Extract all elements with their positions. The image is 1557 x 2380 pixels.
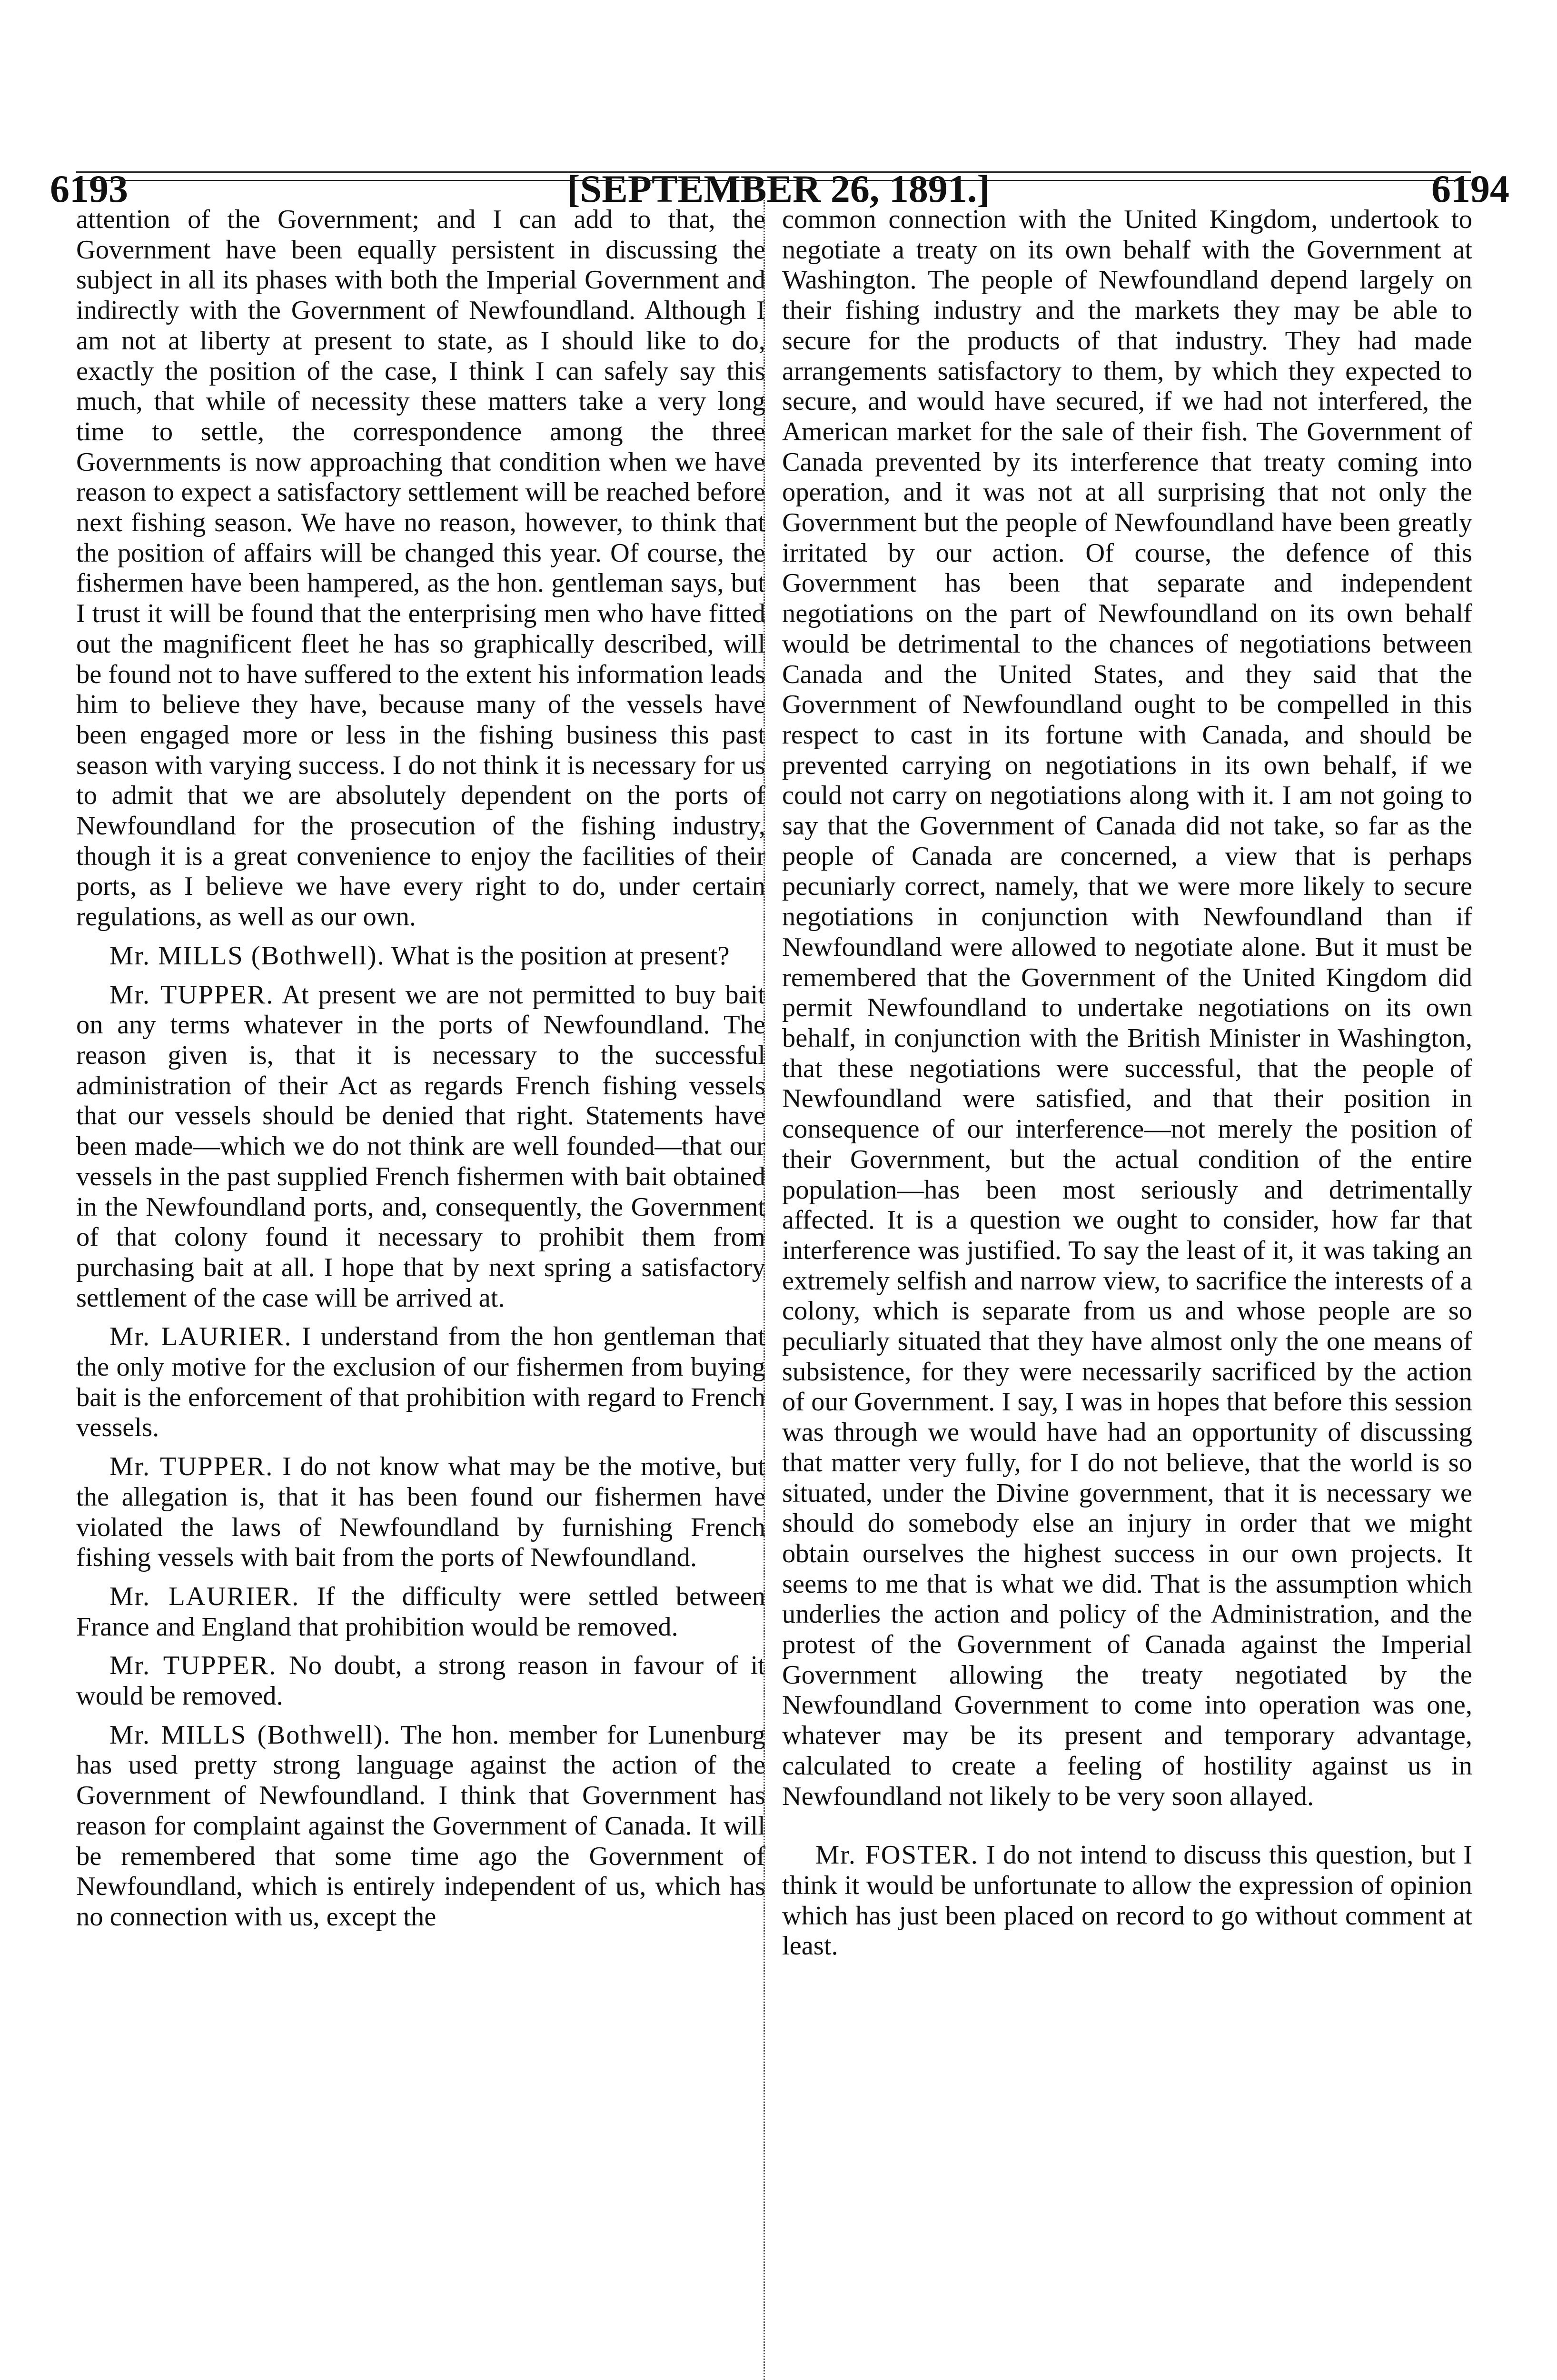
column-divider [764, 200, 765, 2380]
paragraph-text: I do not know what may be the motive, but the allegation is, that it has been found our fishermen have violated the laws of Newfoundland by furnishing French fishing vessels with bait from the ports of Newfoundland. [76, 1452, 766, 1573]
paragraph [782, 205, 1472, 1812]
page-header [0, 71, 1557, 210]
speaker-name: Mr. TUPPER. [109, 980, 274, 1010]
page-number-right: 6194 [1431, 167, 1509, 210]
paragraph-text: I understand from the hon gentleman that the only motive for the exclusion of our fishermen from buying bait is the enforcement of that prohibition with regard to French vessels. [76, 1322, 765, 1443]
speaker-name: Mr. LAURIER. [109, 1322, 292, 1352]
paragraph-text: I do not intend to discuss this question, but I think it would be unfortunate to allow the expression of opinion which has just been placed on record to go without comment at least. [782, 1840, 1473, 1961]
speaker-name: Mr. TUPPER. [109, 1651, 277, 1681]
speech-paragraph [76, 1322, 765, 1443]
speech-paragraph [76, 1720, 765, 1933]
speaker-name: Mr. TUPPER. [109, 1452, 274, 1482]
page-number-left: 6193 [50, 167, 128, 210]
speaker-name: Mr. MILLS (Bothwell). [109, 941, 385, 971]
left-column [76, 205, 765, 1941]
speech-paragraph [76, 1651, 765, 1711]
speech-paragraph [76, 1582, 765, 1642]
speaker-name: Mr. FOSTER. [815, 1840, 979, 1870]
paragraph-text: What is the position at present? [391, 941, 730, 971]
paragraph-text: attention of the Government; and I can add to that, the Government have been equally persistent in discussing the subject in all its phases with both the Imperial Government and indirectly with the Government of Newfoundland. Although I am not at liberty at present to state, as I should like to do, exactly the position of the case, I think I can safely say this much, that while of necessity these matters take a very long time to settle, the correspondence among the three Governments is now approaching that condition when we have reason to expect a satisfactory settlement will be reached before next fishing season. We have no reason, however, to think that the position of affairs will be changed this year. Of course, the fishermen have been hampered, as the hon. gentleman says, but I trust it will be found that the enterprising men who have fitted out the magnificent fleet he has so graphically described, will be found not to have suffered to the extent his information leads him to believe they have, because many of the vessels have been engaged more or less in the fishing business this past season with varying success. I do not think it is necessary for us to admit that we are absolutely dependent on the ports of Newfoundland for the prosecution of the fishing industry, though it is a great convenience to enjoy the facilities of their ports, as I believe we have every right to do, under certain regulations, as well as our own. [76, 205, 765, 932]
speaker-name: Mr. MILLS (Bothwell). [109, 1720, 391, 1750]
paragraph-text: If the difficulty were settled between France and England that prohibition would be removed. [76, 1581, 766, 1642]
header-rule-thin [76, 180, 1471, 181]
speech-paragraph [76, 980, 765, 1314]
speech-paragraph [76, 941, 765, 972]
paragraph-text: No doubt, a strong reason in favour of it would be removed. [76, 1651, 765, 1711]
header-rule [76, 171, 1471, 173]
right-column [782, 205, 1472, 1970]
paragraph [76, 205, 765, 932]
speaker-name: Mr. LAURIER. [109, 1581, 300, 1611]
paragraph-text: At present we are not permitted to buy bait on any terms whatever in the ports of Newfoundland. The reason given is, that it is necessary to the successful administration of their Act as regards French fishing vessels that our vessels should be denied that right. Statements have been made—which we do not think are well founded—that our vessels in the past supplied French fishermen with bait obtained in the Newfoundland ports, and, consequently, the Government of that colony found it necessary to prohibit them from purchasing bait at all. I hope that by next spring a satisfactory settlement of the case will be arrived at. [76, 980, 765, 1313]
paragraph-text: common connection with the United Kingdom, undertook to negotiate a treaty on its own behalf with the Government at Washington. The people of Newfoundland depend largely on their fishing industry and the markets they may be able to secure for the products of that industry. They had made arrangements satisfactory to them, by which they expected to secure, and would have secured, if we had not interfered, the American market for the sale of their fish. The Government of Canada prevented by its interference that treaty coming into operation, and it was not at all surprising that not only the Government but the people of Newfoundland have been greatly irritated by our action. Of course, the defence of this Government has been that separate and independent negotiations on the part of Newfoundland on its own behalf would be detrimental to the chances of negotiations between Canada and the United States, and they said that the Government of Newfoundland ought to be compelled in this respect to cast in its fortune with Canada, and should be prevented carrying on negotiations in its own behalf, if we could not carry on negotiations along with it. I am not going to say that the Government of Canada did not take, so far as the people of Canada are concerned, a view that is perhaps pecuniarly correct, namely, that we were more likely to secure negotiations in conjunction with Newfoundland than if Newfoundland were allowed to negotiate alone. But it must be remembered that the Government of the United Kingdom did permit Newfoundland to undertake negotiations on its own behalf, in conjunction with the British Minister in Washington, that these negotiations were successful, that the people of Newfoundland were satisfied, and that their position in consequence of our interference—not merely the position of their Government, but the actual condition of the entire population—has been most seriously and detrimentally affected. It is a question we ought to consider, how far that interference was justified. To say the least of it, it was taking an extremely selfish and narrow view, to sacrifice the interests of a colony, which is separate from us and whose people are so peculiarly situated that they have almost only the one means of subsistence, for they were necessarily sacrificed by the action of our Government. I say, I was in hopes that before this session was through we would have had an opportunity of discussing that matter very fully, for I do not believe, that the world is so situated, under the Divine government, that it is necessary we should do somebody else an injury in order that we might obtain ourselves the highest success in our own projects. It seems to me that is what we did. That is the assumption which underlies the action and policy of the Administration, and the protest of the Government of Canada against the Imperial Government allowing the treaty negotiated by the Newfoundland Government to come into operation was one, whatever may be its present and temporary advantage, calculated to create a feeling of hostility against us in Newfoundland not likely to be very soon allayed. [782, 205, 1472, 1811]
session-date: [SEPTEMBER 26, 1891.] [567, 167, 990, 210]
speech-paragraph [782, 1840, 1472, 1962]
speech-paragraph [76, 1452, 765, 1573]
paragraph-text: The hon. member for Lunenburg has used pretty strong language against the action of the Government of Newfoundland. I think that Government has reason for complaint against the Government of Canada. It will be remembered that some time ago the Government of Newfoundland, which is entirely independent of us, which has no connection with us, except the [76, 1720, 765, 1932]
